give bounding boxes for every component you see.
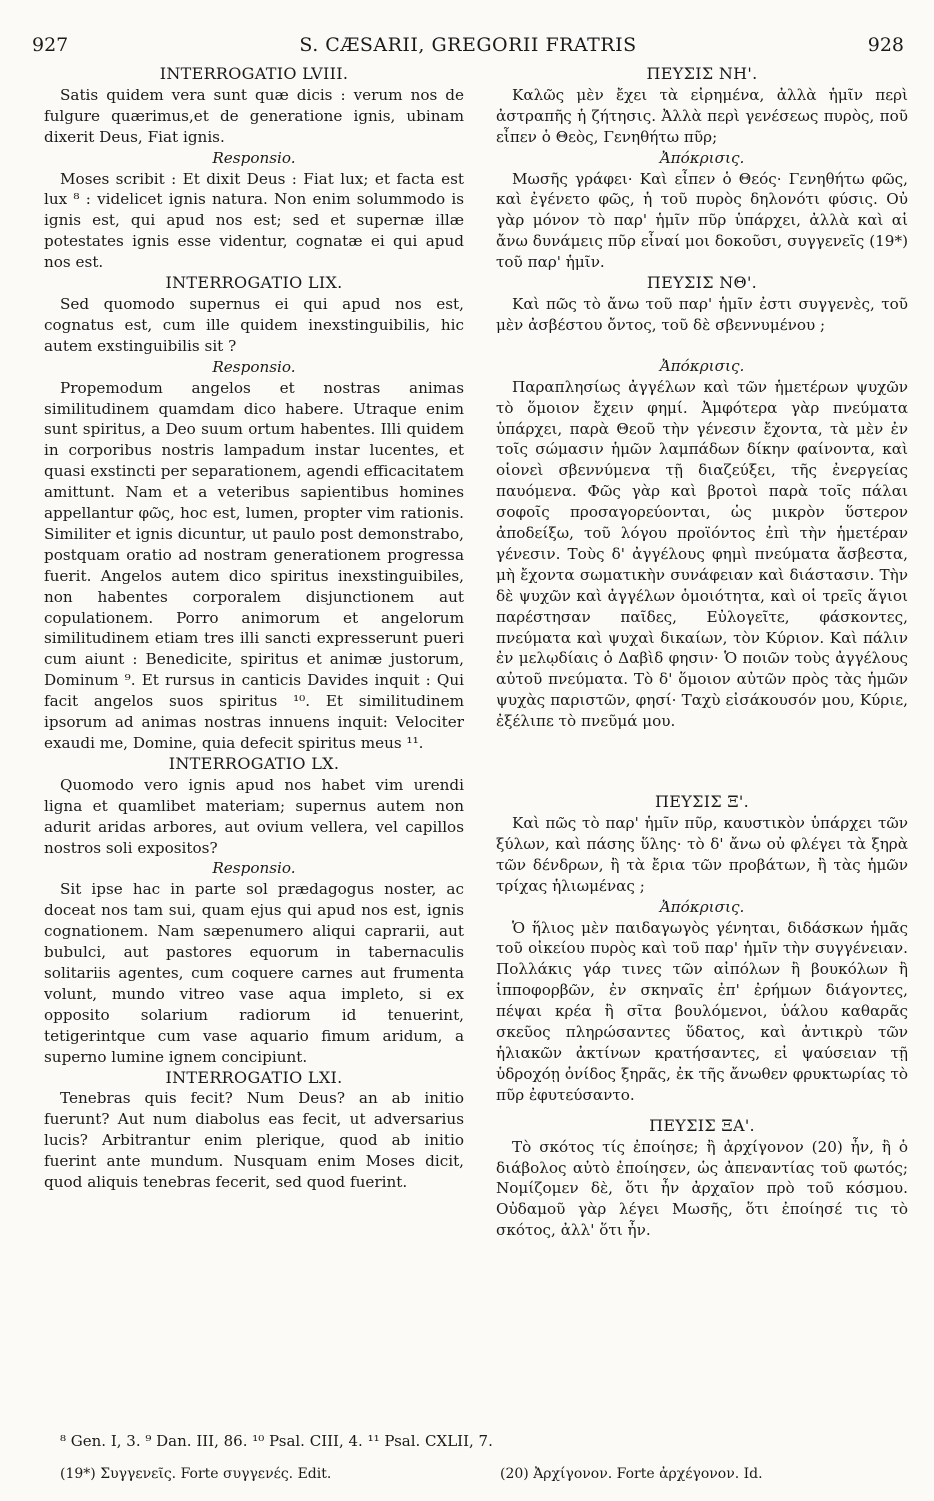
latin-column xyxy=(44,64,464,1193)
response-label-greek: Ἀπόκρισις. xyxy=(659,148,745,167)
response-label-latin: Responsio. xyxy=(212,148,296,167)
spacer xyxy=(496,1106,908,1116)
answer-q60-greek: Ὁ ἥλιος μὲν παιδαγωγὸς γένηται, διδάσκων ἡμᾶς τοῦ οἰκείου πυρὸς καὶ τοῦ παρ' ἡμῖν τὴν συγγένειαν. Πολλάκις γάρ τινες τῶν αἰπόλων ἢ βουκόλων ἢ ἱπποφορβῶν, ἐν σκηναῖς ἐπ' ἐρήμων διάγοντες, πέψαι κρέα ἢ σῖτα βουλόμενοι, ὑάλου καθαρᾶς σκεῦος πληρώσαντες ὕδατος, καὶ ἀντικρὺ τῶν ἡλιακῶν ἀκτίνων κρατήσαντες, εἰ ψαύσειαν τῇ ὑδροχόῃ ὀνίδος ξηρᾶς, ἐκ τῆς ἄνωθεν φρυκτωρίας τὸ πῦρ ἐφυτεύσαντο. xyxy=(496,918,908,1104)
answer-q58-greek: Μωσῆς γράφει· Καὶ εἶπεν ὁ Θεός· Γενηθήτω φῶς, καὶ ἐγένετο φῶς, ἡ τοῦ πυρὸς δηλονότι φύσις. Οὐ γὰρ μόνον τὸ παρ' ἡμῖν πῦρ ὑπάρχει, ἀλλὰ καὶ αἱ ἄνω δυνάμεις πῦρ εἶναί μοι δοκοῦσι, συγγενεῖς (19*) τοῦ παρ' ἡμῖν. xyxy=(496,169,908,272)
running-title: S. CÆSARII, GREGORII FRATRIS xyxy=(299,34,637,56)
page-number-right: 928 xyxy=(867,34,904,56)
footnote-20: (20) Ἀρχίγονον. Forte ἀρχέγονον. Id. xyxy=(500,1466,763,1482)
spacer xyxy=(496,336,908,356)
question-q61-latin: Tenebras quis fecit? Num Deus? an ab initio fuerunt? Aut num diabolus eas fecit, ut adversarius lucis? Arbitrantur enim plerique, quod ab initio fuerint ante mundum. Nusquam enim Moses dicit, quod aliquis tenebras fecerit, sed quod fuerint. xyxy=(44,1089,464,1192)
heading-q61-greek: ΠΕΥΣΙΣ ΞΑ'. xyxy=(649,1115,755,1135)
question-q59-greek: Καὶ πῶς τὸ ἄνω τοῦ παρ' ἡμῖν ἐστι συγγενὲς, τοῦ μὲν ἀσβέστου ὄντος, τοῦ δὲ σβεννυμένου ; xyxy=(496,294,908,334)
question-q58-latin: Satis quidem vera sunt quæ dicis : verum nos de fulgure quærimus,et de generatione ignis, ubinam dixerit Deus, Fiat ignis. xyxy=(44,85,464,146)
page-header xyxy=(32,34,904,60)
footnote-references: ⁸ Gen. I, 3. ⁹ Dan. III, 86. ¹⁰ Psal. CIII, 4. ¹¹ Psal. CXLII, 7. xyxy=(60,1432,493,1450)
heading-q59-latin: INTERROGATIO LIX. xyxy=(165,273,343,293)
greek-column xyxy=(496,64,908,1241)
page-number-left: 927 xyxy=(32,34,69,56)
answer-q60-latin: Sit ipse hac in parte sol prædagogus noster, ac doceat nos tam sui, quam ejus qui apud nos est, ignis cognationem. Nam sæpenumero aliqui caprarii, aut bubulci, aut pastores equorum in tabernaculis solitariis agentes, cum coquere carnes aut frumenta volunt, mundo vitreo vase aqua impleto, si ex opposito solarium radiorum id tenuerint, tetigerintque cum vase aquario fimum aridum, a superno lumine ignem concipiunt. xyxy=(44,880,464,1066)
response-label-greek: Ἀπόκρισις. xyxy=(659,356,745,375)
question-q58-greek: Καλῶς μὲν ἔχει τὰ εἰρημένα, ἀλλὰ ἡμῖν περὶ ἀστραπῆς ἡ ζήτησις. Ἀλλὰ περὶ γενέσεως πυρὸς, ποῦ εἶπεν ὁ Θεὸς, Γενηθήτω πῦρ; xyxy=(496,85,908,146)
response-label-greek: Ἀπόκρισις. xyxy=(659,897,745,916)
footnote-19: (19*) Συγγενεῖς. Forte συγγενές. Edit. xyxy=(60,1466,332,1482)
answer-q58-latin: Moses scribit : Et dixit Deus : Fiat lux; et facta est lux ⁸ : videlicet ignis natura. Non enim solummodo is ignis est, qui apud nos est; sed et supernæ illæ potestates ignis esse videntur, cognatæ ei qui apud nos est. xyxy=(44,169,464,272)
spacer xyxy=(496,732,908,792)
heading-q59-greek: ΠΕΥΣΙΣ ΝΘ'. xyxy=(646,273,758,293)
response-label-latin: Responsio. xyxy=(212,859,296,878)
question-q60-latin: Quomodo vero ignis apud nos habet vim urendi ligna et quamlibet materiam; supernus autem non adurit aridas arbores, aut ovium vellera, vel capillos nostros soli expositos? xyxy=(44,775,464,857)
heading-q60-latin: INTERROGATIO LX. xyxy=(168,753,340,773)
question-q59-latin: Sed quomodo supernus ei qui apud nos est, cognatus est, cum ille quidem inexstinguibilis, hic autem exstinguibilis sit ? xyxy=(44,294,464,355)
heading-q58-greek: ΠΕΥΣΙΣ ΝΗ'. xyxy=(646,64,758,83)
heading-q61-latin: INTERROGATIO LXI. xyxy=(165,1067,343,1087)
answer-q59-greek: Παραπλησίως ἀγγέλων καὶ τῶν ἡμετέρων ψυχῶν τὸ ὅμοιον ἔχειν φημί. Ἀμφότερα γὰρ πνεύματα ὑπάρχει, παρὰ Θεοῦ τὴν γένεσιν ἔχοντα, τὰ μὲν ἐν τοῖς σώμασιν ἡμῶν λαμπάδων δίκην φαίνοντα, καὶ οἱονεὶ σβεννύμενα τῇ διαζεύξει, τῆς ἐνεργείας παυόμενα. Φῶς γὰρ καὶ βροτοὶ παρὰ τοῖς πάλαι σοφοῖς προσαγορεύονται, ὡς μικρὸν ὕστερον ἀποδείξω, τοῦ λόγου προϊόντος ἐπὶ τὴν ἡμετέραν γένεσιν. Τοὺς δ' ἀγγέλους φημὶ πνεύματα ἄσβεστα, μὴ ἔχοντα σωματικὴν συνάφειαν καὶ διάστασιν. Τὴν δὲ ψυχῶν καὶ ἀγγέλων ὁμοιότητα, καὶ οἱ τρεῖς ἅγιοι παρέστησαν παῖδες, Εὐλογεῖτε, φάσκοντες, πνεύματα καὶ ψυχαὶ δικαίων, τὸν Κύριον. Καὶ πάλιν ἐν μελῳδίαις ὁ Δαβὶδ φησιν· Ὁ ποιῶν τοὺς ἀγγέλους αὐτοῦ πνεύματα. Τὸ δ' ὅμοιον αὐτῶν πρὸς τὰς ἡμῶν ψυχὰς παριστῶν, φησί· Ταχὺ εἰσάκουσόν μου, Κύριε, ἐξέλιπε τὸ πνεῦμά μου. xyxy=(496,377,908,731)
answer-q59-latin: Propemodum angelos et nostras animas similitudinem quamdam dico habere. Utraque enim sunt spiritus, a Deo suum ortum habentes. Illi quidem in corporibus nostris lampadum instar lucentes, et quasi exstincti per separationem, agendi efficacitatem amittunt. Nam et a veteribus sapientibus homines appellantur φῶς, hoc est, lumen, propter vim rationis. Similiter et ignis dicuntur, ut paulo post demonstrabo, postquam oratio ad nostram generationem progressa fuerit. Angelos autem dico spiritus inexstinguibiles, non habentes corporalem disjunctionem aut copulationem. Porro animorum et angelorum similitudinem etiam tres illi sancti expresserunt pueri cum aiunt : Benedicite, spiritus et animæ justorum, Dominum ⁹. Et rursus in canticis Davides inquit : Qui facit angelos suos spiritus ¹⁰. Et similitudinem ipsorum ad animas nostras innuens inquit: Velociter exaudi me, Domine, quia defecit spiritus meus ¹¹. xyxy=(44,378,464,752)
response-label-latin: Responsio. xyxy=(212,357,296,376)
heading-q60-greek: ΠΕΥΣΙΣ Ξ'. xyxy=(655,792,749,812)
question-q61-greek: Τὸ σκότος τίς ἐποίησε; ἢ ἀρχίγονον (20) ἦν, ἢ ὁ διάβολος αὐτὸ ἐποίησεν, ὡς ἀπεναντίας τοῦ φωτός; Νομίζομεν δὲ, ὅτι ἦν ἀρχαῖον πρὸ τοῦ κόσμου. Οὐδαμοῦ γὰρ λέγει Μωσῆς, ὅτι ἐποίησέ τις τὸ σκότος, ἀλλ' ὅτι ἦν. xyxy=(496,1137,908,1240)
heading-q58-latin: INTERROGATIO LVIII. xyxy=(159,64,349,83)
question-q60-greek: Καὶ πῶς τὸ παρ' ἡμῖν πῦρ, καυστικὸν ὑπάρχει τῶν ξύλων, καὶ πάσης ὕλης· τὸ δ' ἄνω οὐ φλέγει τὰ ξηρὰ τῶν δένδρων, ἢ τὰ ἔρια τῶν προβάτων, ἢ τὰς ἡμῶν τρίχας ἡλιωμένας ; xyxy=(496,814,908,895)
